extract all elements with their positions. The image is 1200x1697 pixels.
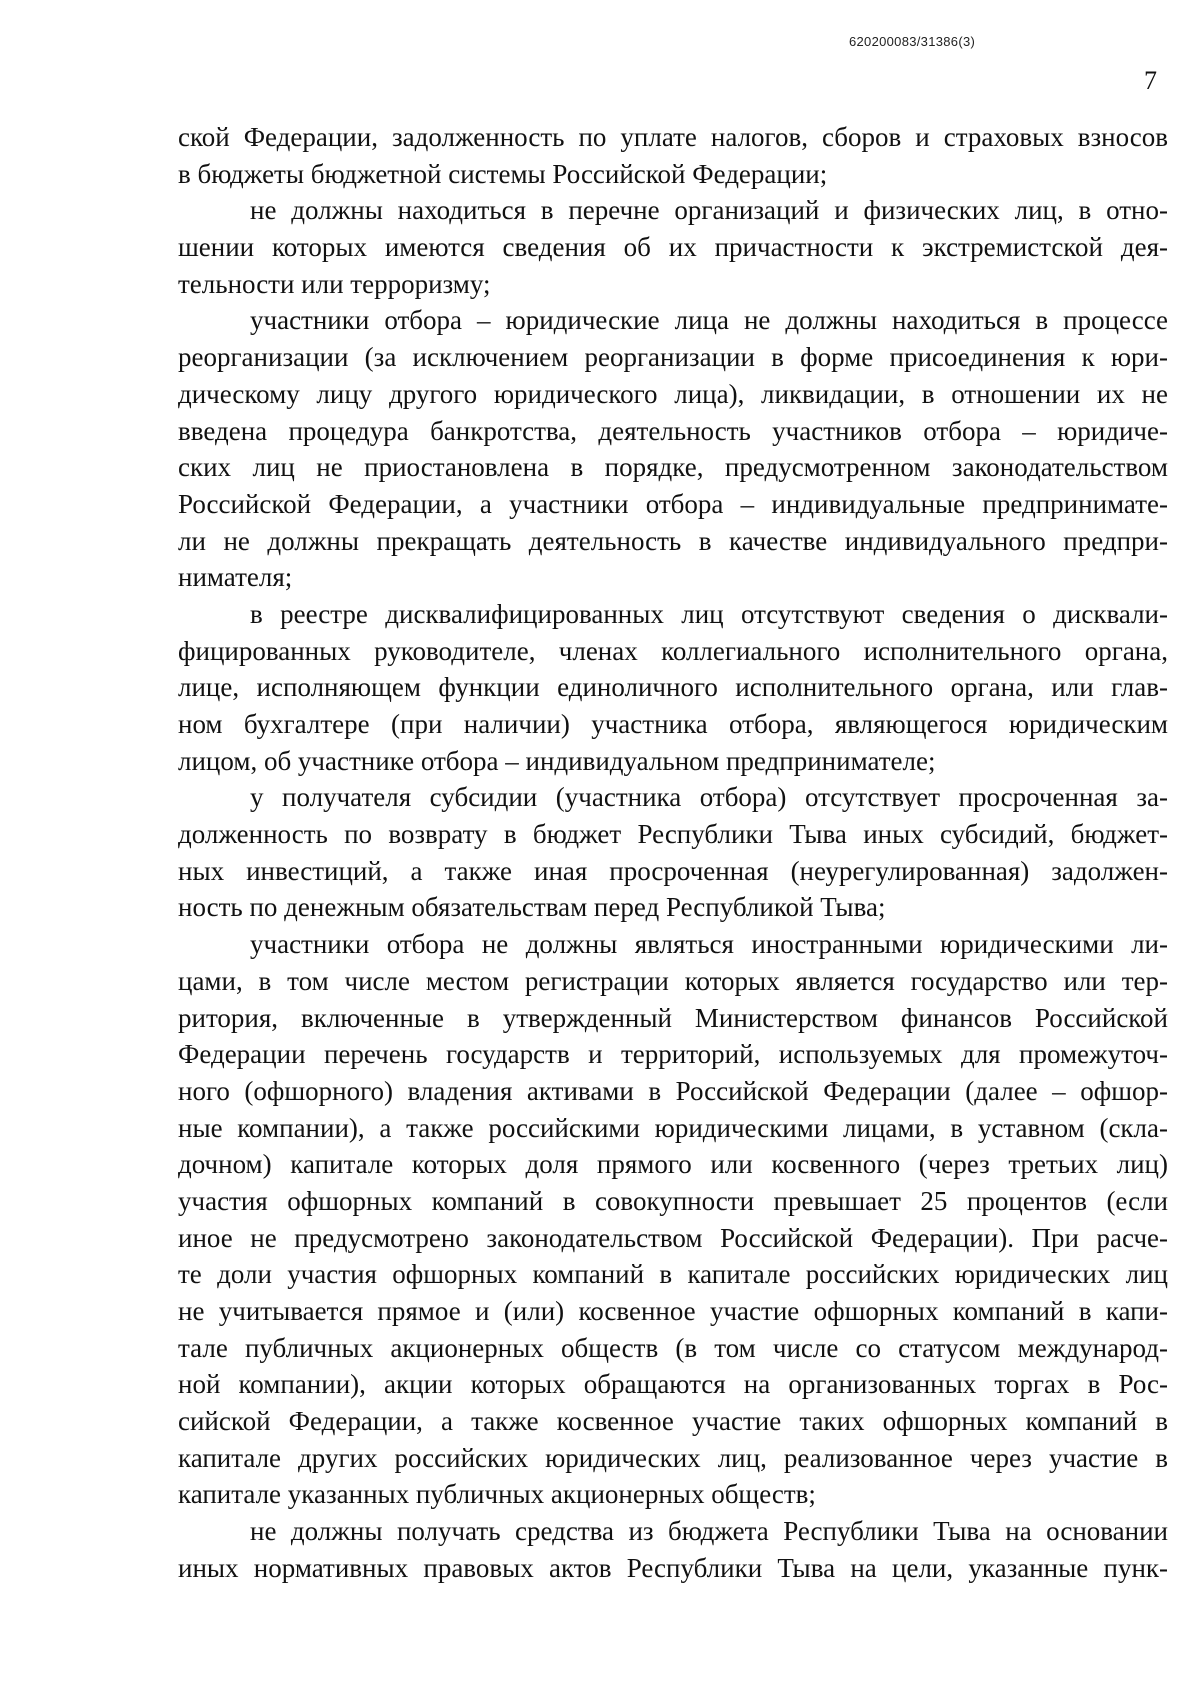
text-line: не должны находиться в перечне организаций и физических лиц, в отно- <box>250 195 1168 226</box>
text-line: ской Федерации, задолженность по уплате налогов, сборов и страховых взносов <box>178 122 1168 152</box>
paragraph <box>178 192 1168 302</box>
text-line: ритория, включенные в утвержденный Министерством финансов Российской <box>178 1002 1168 1033</box>
document-body <box>178 119 1168 1587</box>
text-line: сийской Федерации, а также косвенное участие таких офшорных компаний в <box>178 1406 1168 1437</box>
text-line: фицированных руководителе, членах коллегиального исполнительного органа, <box>178 635 1168 666</box>
text-line: реорганизации (за исключением реорганизации в форме присоединения к юри- <box>178 342 1168 373</box>
text-line: не учитывается прямое и (или) косвенное участие офшорных компаний в капи- <box>178 1296 1168 1326</box>
text-line: ной компании), акции которых обращаются на организованных торгах в Рос- <box>178 1369 1168 1400</box>
page-number: 7 <box>1144 66 1157 95</box>
text-line: ли не должны прекращать деятельность в качестве индивидуального предпри- <box>178 525 1168 556</box>
text-line: ного (офшорного) владения активами в Российской Федерации (далее – офшор- <box>178 1075 1168 1106</box>
text-line: ность по денежным обязательствам перед Республикой Тыва; <box>178 892 886 923</box>
text-line: лице, исполняющем функции единоличного исполнительного органа, или глав- <box>178 672 1168 703</box>
text-line: участники отбора не должны являться иностранными юридическими ли- <box>250 929 1168 960</box>
text-line: долженность по возврату в бюджет Республики Тыва иных субсидий, бюджет- <box>178 819 1168 850</box>
text-line: нимателя; <box>178 562 293 593</box>
text-line: капитале других российских юридических лиц, реализованное через участие в <box>178 1442 1168 1473</box>
text-line: шении которых имеются сведения об их причастности к экстремистской дея- <box>178 232 1168 263</box>
text-line: дочном) капитале которых доля прямого или косвенного (через третьих лиц) <box>178 1149 1168 1180</box>
text-line: у получателя субсидии (участника отбора) отсутствует просроченная за- <box>250 782 1168 813</box>
text-line: участия офшорных компаний в совокупности превышает 25 процентов (если <box>178 1185 1168 1216</box>
paragraph <box>178 596 1168 779</box>
paragraph <box>178 302 1168 596</box>
text-line: те доли участия офшорных компаний в капитале российских юридических лиц <box>178 1259 1168 1290</box>
text-line: ных инвестиций, а также иная просроченная (неурегулированная) задолжен- <box>178 855 1168 886</box>
text-line: цами, в том числе местом регистрации которых является государство или тер- <box>178 965 1168 996</box>
text-line: ном бухгалтере (при наличии) участника отбора, являющегося юридическим <box>178 709 1168 739</box>
text-line: иных нормативных правовых актов Республики Тыва на цели, указанные пунк- <box>178 1552 1168 1583</box>
text-line: тельности или терроризму; <box>178 268 491 299</box>
text-line: Российской Федерации, а участники отбора – индивидуальные предпринимате- <box>178 488 1168 519</box>
paragraph <box>178 119 1168 192</box>
text-line: Федерации перечень государств и территорий, используемых для промежуточ- <box>178 1039 1168 1070</box>
text-line: капитале указанных публичных акционерных обществ; <box>178 1479 816 1510</box>
text-line: иное не предусмотрено законодательством Российской Федерации). При расче- <box>178 1222 1168 1253</box>
text-line: дическому лицу другого юридического лица), ликвидации, в отношении их не <box>178 378 1168 409</box>
text-line: введена процедура банкротства, деятельность участников отбора – юридиче- <box>178 415 1168 446</box>
paragraph <box>178 926 1168 1513</box>
text-line: не должны получать средства из бюджета Республики Тыва на основании <box>250 1516 1168 1547</box>
paragraph <box>178 1513 1168 1586</box>
text-line: ских лиц не приостановлена в порядке, предусмотренном законодательством <box>178 452 1168 483</box>
paragraph <box>178 779 1168 926</box>
text-line: лицом, об участнике отбора – индивидуальном предпринимателе; <box>178 745 936 776</box>
text-line: участники отбора – юридические лица не должны находиться в процессе <box>250 305 1168 336</box>
text-line: тале публичных акционерных обществ (в том числе со статусом международ- <box>178 1332 1168 1363</box>
document-id: 620200083/31386(3) <box>849 34 976 49</box>
text-line: в бюджеты бюджетной системы Российской Федерации; <box>178 158 828 189</box>
text-line: ные компании), а также российскими юридическими лицами, в уставном (скла- <box>178 1112 1168 1143</box>
text-line: в реестре дисквалифицированных лиц отсутствуют сведения о дисквали- <box>250 598 1168 629</box>
